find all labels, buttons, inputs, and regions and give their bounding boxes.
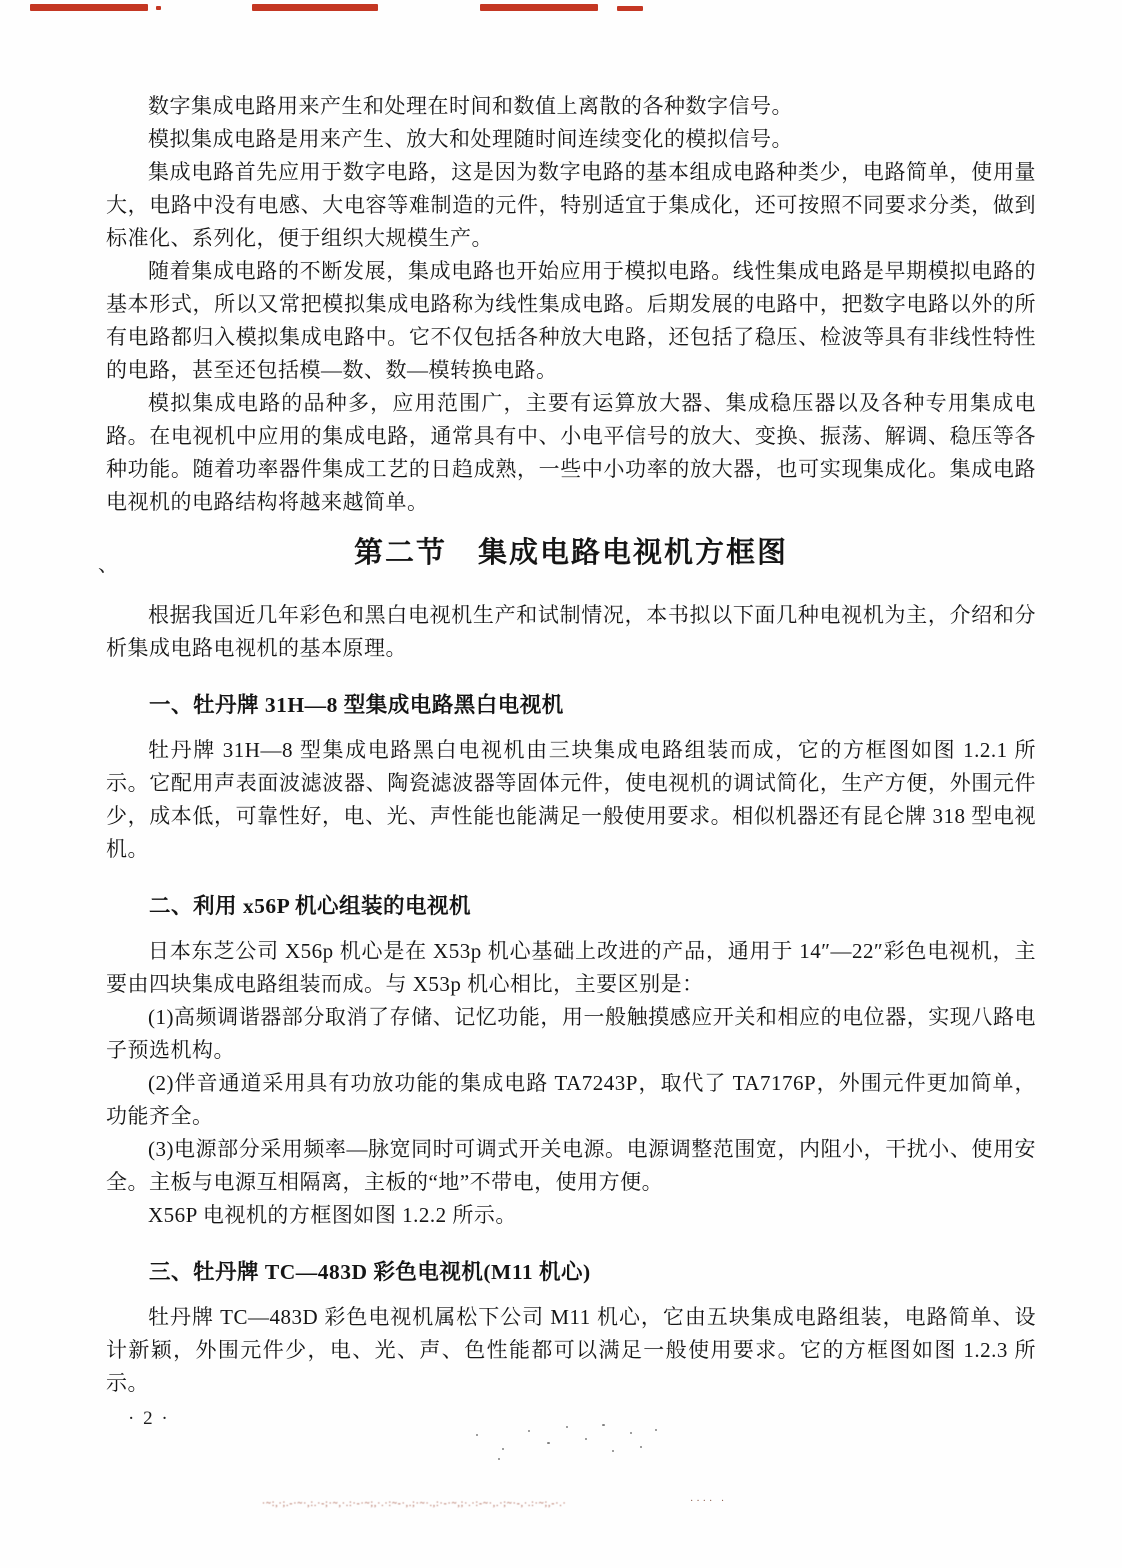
subsection-2-paragraph-2: X56P 电视机的方框图如图 1.2.2 所示。 [148, 1203, 517, 1227]
margin-dun-mark: 、 [98, 554, 118, 576]
subsection-3-paragraph: 牡丹牌 TC—483D 彩色电视机属松下公司 M11 机心，它由五块集成电路组装，电路简单、设计新颖，外围元件少，电、光、声、色性能都可以满足一般使用要求。它的方框图如图 1.2.3 所示。 [106, 1305, 1036, 1395]
scan-mark [617, 6, 643, 11]
scan-mark [156, 6, 161, 10]
subsection-2-list-item-2: (2)伴音通道采用具有功放功能的集成电路 TA7243P，取代了 TA7176P，外围元件更加简单，功能齐全。 [106, 1071, 1036, 1128]
page-content [106, 90, 1036, 1400]
scan-mark [480, 4, 598, 11]
section-title: 第二节 集成电路电视机方框图 [353, 537, 788, 569]
intro-paragraph-1: 数字集成电路用来产生和处理在时间和数值上离散的各种数字信号。 [148, 94, 793, 118]
subsection-1-heading: 一、牡丹牌 31H—8 型集成电路黑白电视机 [149, 693, 564, 717]
scan-artifact-fine-print: ·~:,·;.-·~·,:.·-;·~,·.:·-·~;,·.·:~-·,.;·~·.,:·-·~,;·.·:-~·,.·;~·-,·.:·~;,-·.· [262, 1498, 567, 1508]
scan-mark [30, 4, 148, 11]
subsection-2-paragraph-1: 日本东芝公司 X56p 机心是在 X53p 机心基础上改进的产品，通用于 14″—22″彩色电视机，主要由四块集成电路组装而成。与 X53p 机心相比，主要区别是： [106, 939, 1036, 996]
scan-artifact-dots: ···· · [690, 1496, 728, 1507]
subsection-2-heading: 二、利用 x56P 机心组装的电视机 [149, 894, 471, 918]
intro-paragraph-5: 模拟集成电路的品种多，应用范围广，主要有运算放大器、集成稳压器以及各种专用集成电路。在电视机中应用的集成电路，通常具有中、小电平信号的放大、变换、振荡、解调、稳压等各种功能。随着功率器件集成工艺的日趋成熟，一些中小功率的放大器，也可实现集成化。集成电路电视机的电路结构将越来越简单。 [106, 391, 1036, 514]
intro-paragraph-4: 随着集成电路的不断发展，集成电路也开始应用于模拟电路。线性集成电路是早期模拟电路的基本形式，所以又常把模拟集成电路称为线性集成电路。后期发展的电路中，把数字电路以外的所有电路都归入模拟集成电路中。它不仅包括各种放大电路，还包括了稳压、检波等具有非线性特性的电路，甚至还包括模—数、数—模转换电路。 [106, 259, 1036, 382]
subsection-2-list-item-3: (3)电源部分采用频率—脉宽同时可调式开关电源。电源调整范围宽，内阻小，干扰小、使用安全。主板与电源互相隔离，主板的“地”不带电，使用方便。 [106, 1137, 1036, 1194]
subsection-2-list-item-1: (1)高频调谐器部分取消了存储、记忆功能，用一般触摸感应开关和相应的电位器，实现八路电子预选机构。 [106, 1005, 1036, 1062]
intro-paragraph-2: 模拟集成电路是用来产生、放大和处理随时间连续变化的模拟信号。 [148, 127, 793, 151]
subsection-3-heading: 三、牡丹牌 TC—483D 彩色电视机(M11 机心) [149, 1260, 591, 1284]
scan-mark [252, 4, 378, 11]
intro-paragraph-3: 集成电路首先应用于数字电路，这是因为数字电路的基本组成电路种类少，电路简单，使用量大，电路中没有电感、大电容等难制造的元件，特别适宜于集成化，还可按照不同要求分类，做到标准化、系列化，便于组织大规模生产。 [106, 160, 1036, 250]
section-lead-paragraph: 根据我国近几年彩色和黑白电视机生产和试制情况，本书拟以下面几种电视机为主，介绍和分析集成电路电视机的基本原理。 [106, 603, 1036, 660]
subsection-1-paragraph: 牡丹牌 31H—8 型集成电路黑白电视机由三块集成电路组装而成，它的方框图如图 1.2.1 所示。它配用声表面波滤波器、陶瓷滤波器等固体元件，使电视机的调试简化，生产方便，外围元件少，成本低，可靠性好，电、光、声性能也能满足一般使用要求。相似机器还有昆仑牌 318 型电视机。 [106, 738, 1036, 861]
page-number: · 2 · [128, 1408, 170, 1429]
